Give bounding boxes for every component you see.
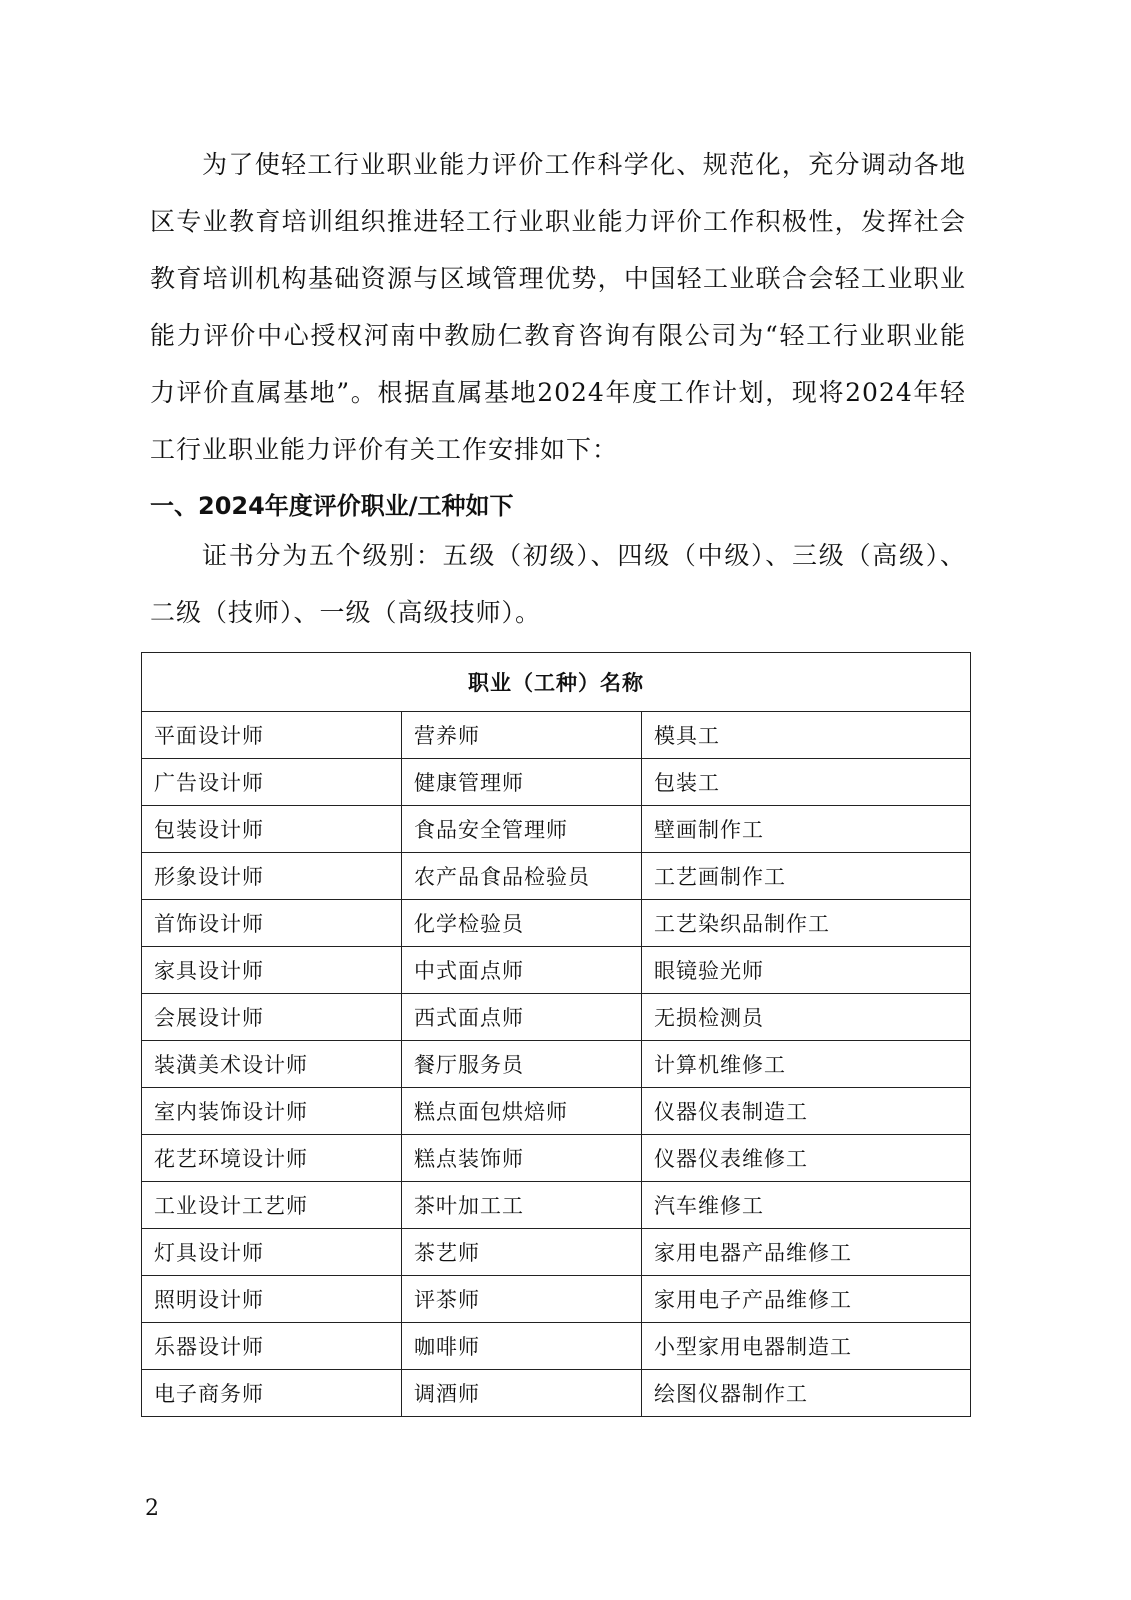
table-cell: 室内装饰设计师 <box>142 1088 402 1135</box>
table-cell: 农产品食品检验员 <box>402 853 642 900</box>
table-row <box>142 712 971 759</box>
table-cell: 家具设计师 <box>142 947 402 994</box>
table-cell: 餐厅服务员 <box>402 1041 642 1088</box>
table-cell: 茶叶加工工 <box>402 1182 642 1229</box>
table-row <box>142 1229 971 1276</box>
table-cell: 会展设计师 <box>142 994 402 1041</box>
table-cell: 中式面点师 <box>402 947 642 994</box>
table-header-row <box>142 653 971 712</box>
table-cell: 汽车维修工 <box>642 1182 971 1229</box>
table-header: 职业（工种）名称 <box>142 653 971 712</box>
table-cell: 装潢美术设计师 <box>142 1041 402 1088</box>
table-row <box>142 759 971 806</box>
table-cell: 糕点装饰师 <box>402 1135 642 1182</box>
table-row <box>142 806 971 853</box>
table-cell: 广告设计师 <box>142 759 402 806</box>
table-cell: 壁画制作工 <box>642 806 971 853</box>
table-cell: 西式面点师 <box>402 994 642 1041</box>
table-cell: 首饰设计师 <box>142 900 402 947</box>
table-cell: 乐器设计师 <box>142 1323 402 1370</box>
levels-paragraph: 证书分为五个级别：五级（初级）、四级（中级）、三级（高级）、二级（技师）、一级（高级技师）。 <box>150 541 966 627</box>
table-cell: 仪器仪表维修工 <box>642 1135 971 1182</box>
table-cell: 化学检验员 <box>402 900 642 947</box>
table-cell: 工艺染织品制作工 <box>642 900 971 947</box>
table-row <box>142 853 971 900</box>
table-cell: 家用电子产品维修工 <box>642 1276 971 1323</box>
table-cell: 食品安全管理师 <box>402 806 642 853</box>
table-cell: 照明设计师 <box>142 1276 402 1323</box>
table-row <box>142 994 971 1041</box>
table-cell: 咖啡师 <box>402 1323 642 1370</box>
table-row <box>142 1276 971 1323</box>
table-cell: 包装设计师 <box>142 806 402 853</box>
table-cell: 工业设计工艺师 <box>142 1182 402 1229</box>
table-cell: 计算机维修工 <box>642 1041 971 1088</box>
table-cell: 调酒师 <box>402 1370 642 1417</box>
table-cell: 健康管理师 <box>402 759 642 806</box>
table-cell: 模具工 <box>642 712 971 759</box>
table-row <box>142 900 971 947</box>
table-row <box>142 947 971 994</box>
table-cell: 糕点面包烘焙师 <box>402 1088 642 1135</box>
table-cell: 电子商务师 <box>142 1370 402 1417</box>
table-cell: 工艺画制作工 <box>642 853 971 900</box>
intro-paragraph: 为了使轻工行业职业能力评价工作科学化、规范化，充分调动各地区专业教育培训组织推进轻工行业职业能力评价工作积极性，发挥社会教育培训机构基础资源与区域管理优势，中国轻工业联合会轻工业职业能力评价中心授权河南中教励仁教育咨询有限公司为“轻工行业职业能力评价直属基地”。根据直属基地2024年度工作计划，现将2024年轻工行业职业能力评价有关工作安排如下： <box>150 150 966 464</box>
table-cell: 平面设计师 <box>142 712 402 759</box>
table-cell: 绘图仪器制作工 <box>642 1370 971 1417</box>
table-row <box>142 1370 971 1417</box>
table-cell: 仪器仪表制造工 <box>642 1088 971 1135</box>
table-cell: 评茶师 <box>402 1276 642 1323</box>
table-row <box>142 1182 971 1229</box>
table-cell: 包装工 <box>642 759 971 806</box>
table-cell: 灯具设计师 <box>142 1229 402 1276</box>
table-row <box>142 1323 971 1370</box>
page-number: 2 <box>145 1496 159 1521</box>
table-cell: 茶艺师 <box>402 1229 642 1276</box>
table-cell: 眼镜验光师 <box>642 947 971 994</box>
table-row <box>142 1041 971 1088</box>
table-cell: 无损检测员 <box>642 994 971 1041</box>
table-cell: 形象设计师 <box>142 853 402 900</box>
occupation-table <box>141 652 971 1417</box>
table-cell: 家用电器产品维修工 <box>642 1229 971 1276</box>
section-heading: 一、2024年度评价职业/工种如下 <box>150 492 514 520</box>
table-cell: 花艺环境设计师 <box>142 1135 402 1182</box>
table-cell: 小型家用电器制造工 <box>642 1323 971 1370</box>
table-row <box>142 1135 971 1182</box>
table-cell: 营养师 <box>402 712 642 759</box>
table-row <box>142 1088 971 1135</box>
